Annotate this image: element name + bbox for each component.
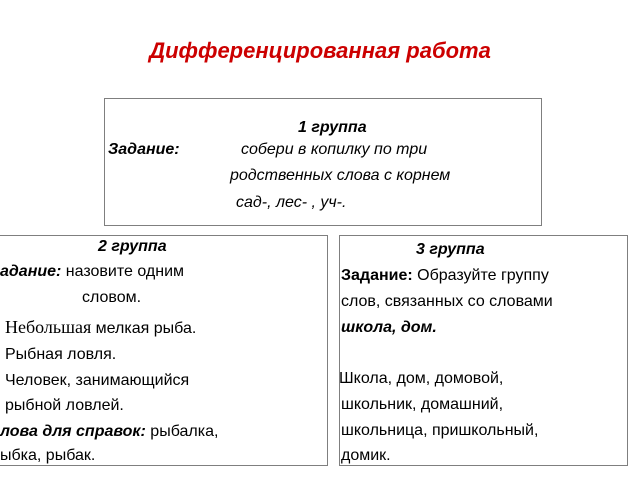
- group-3-answer-line-2: школьник, домашний,: [341, 396, 504, 413]
- group-1-heading: 1 группа: [298, 119, 367, 136]
- group-3-task-line-1: [341, 266, 549, 286]
- group-3-task-text: Образуйте группу: [412, 267, 549, 284]
- group-3-heading: 3 группа: [416, 241, 485, 258]
- group-2-item-1-rest: мелкая рыба.: [91, 320, 197, 337]
- group-2-item-2: Рыбная ловля.: [5, 346, 117, 363]
- group-2-item-3-line-1: Человек, занимающийся: [5, 372, 190, 389]
- group-2-heading: 2 группа: [98, 238, 167, 255]
- group-2-hint-text: рыбалка,: [145, 423, 219, 440]
- group-1-task-label: Задание:: [108, 141, 180, 158]
- group-2-task-line-2: словом.: [82, 289, 142, 306]
- group-1-task-line-2: родственных слова с корнем: [230, 167, 451, 184]
- group-3-answer-line-1: Школа, дом, домовой,: [339, 370, 504, 387]
- group-2-task-line-1: [0, 262, 184, 282]
- group-1-task-line-1: собери в копилку по три: [241, 141, 428, 158]
- group-3-task-words: школа, дом.: [341, 319, 437, 336]
- group-2-task-text: назовите одним: [61, 263, 184, 280]
- group-3-answer-line-4: домик.: [341, 447, 391, 464]
- group-2-item-1: [5, 317, 196, 339]
- group-2-item-3-line-2: рыбной ловлей.: [5, 397, 124, 414]
- group-2-task-label: адание:: [0, 263, 62, 280]
- group-2-hint-line-1: [0, 422, 218, 442]
- group-3-task-label: Задание:: [341, 267, 413, 284]
- group-2-item-1-word: Небольшая: [5, 317, 92, 337]
- group-3-answer-line-3: школьница, пришкольный,: [341, 422, 539, 439]
- group-3-task-line-2: слов, связанных со словами: [341, 293, 553, 310]
- page-title: Дифференцированная работа: [149, 38, 491, 63]
- group-2-hint-label: лова для справок:: [0, 423, 146, 440]
- group-2-hint-line-2: ыбка, рыбак.: [0, 447, 96, 464]
- group-1-task-line-3: сад-, лес- , уч-.: [236, 194, 347, 211]
